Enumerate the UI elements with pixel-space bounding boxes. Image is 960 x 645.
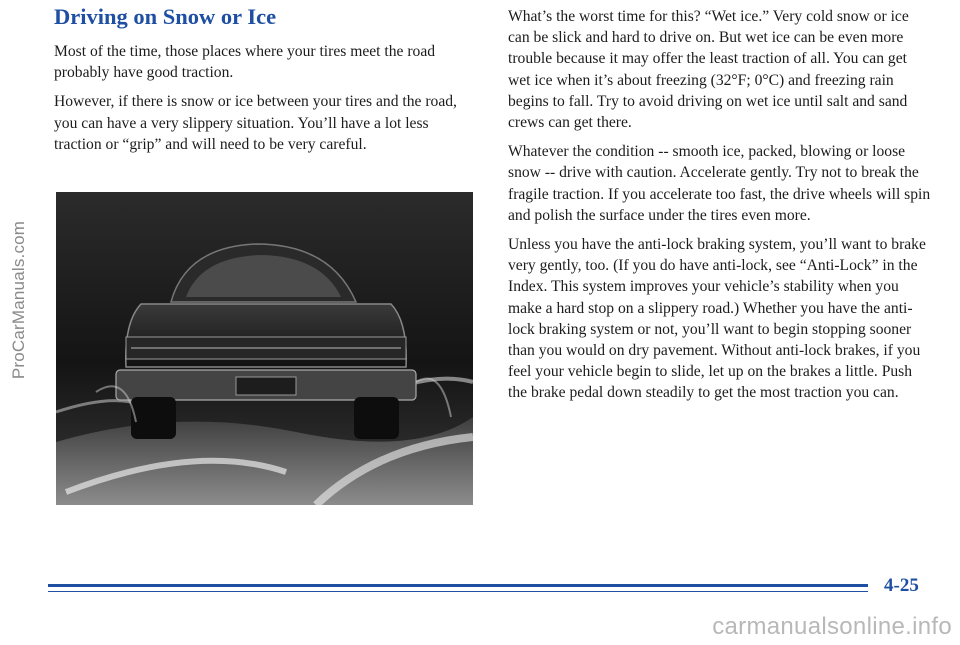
right-paragraph-3: Unless you have the anti-lock braking system, you’ll want to brake very gently, too. (If you do have anti-lock, see “Anti-Lock” in the Index. This system improves your vehicle’s stability when you make a hard stop on a slippery road.) Whether you have the anti-lock braking system or not, you’ll want to begin stopping sooner than you would on dry pavement. Without anti-lock brakes, if you feel your vehicle begin to slide, let up on the brakes a little. Push the brake pedal down steadily to get the most traction you can. xyxy=(508,236,926,402)
page-number: 4-25 xyxy=(884,575,919,596)
left-column xyxy=(54,41,474,163)
footer-watermark: carmanualsonline.info xyxy=(712,613,952,640)
side-watermark-text: ProCarManuals.com xyxy=(9,220,28,380)
footer-rule-thick xyxy=(48,584,868,587)
section-title: Driving on Snow or Ice xyxy=(54,4,277,29)
car-illustration xyxy=(56,192,473,505)
left-paragraph-1: Most of the time, those places where your tires meet the road probably have good traction. xyxy=(54,43,436,82)
side-watermark xyxy=(2,100,36,500)
right-paragraph-2: Whatever the condition -- smooth ice, packed, blowing or loose snow -- drive with caution. Accelerate gently. Try not to break the fragile traction. If you accelerate too fast, the drive wheels will spin and polish the surface under the tires even more. xyxy=(508,143,931,224)
footer-rule-thin xyxy=(48,591,868,592)
car-on-snow-photo xyxy=(56,192,473,505)
right-column xyxy=(508,6,933,412)
left-paragraph-2: However, if there is snow or ice between your tires and the road, you can have a very slippery situation. You’ll have a lot less traction or “grip” and will need to be very careful. xyxy=(54,93,457,153)
right-paragraph-1: What’s the worst time for this? “Wet ice.” Very cold snow or ice can be slick and hard to drive on. But wet ice can be even more trouble because it may offer the least traction of all. You can get wet ice when it’s about freezing (32°F; 0°C) and freezing rain begins to fall. Try to avoid driving on wet ice until salt and sand crews can get there. xyxy=(508,8,909,132)
